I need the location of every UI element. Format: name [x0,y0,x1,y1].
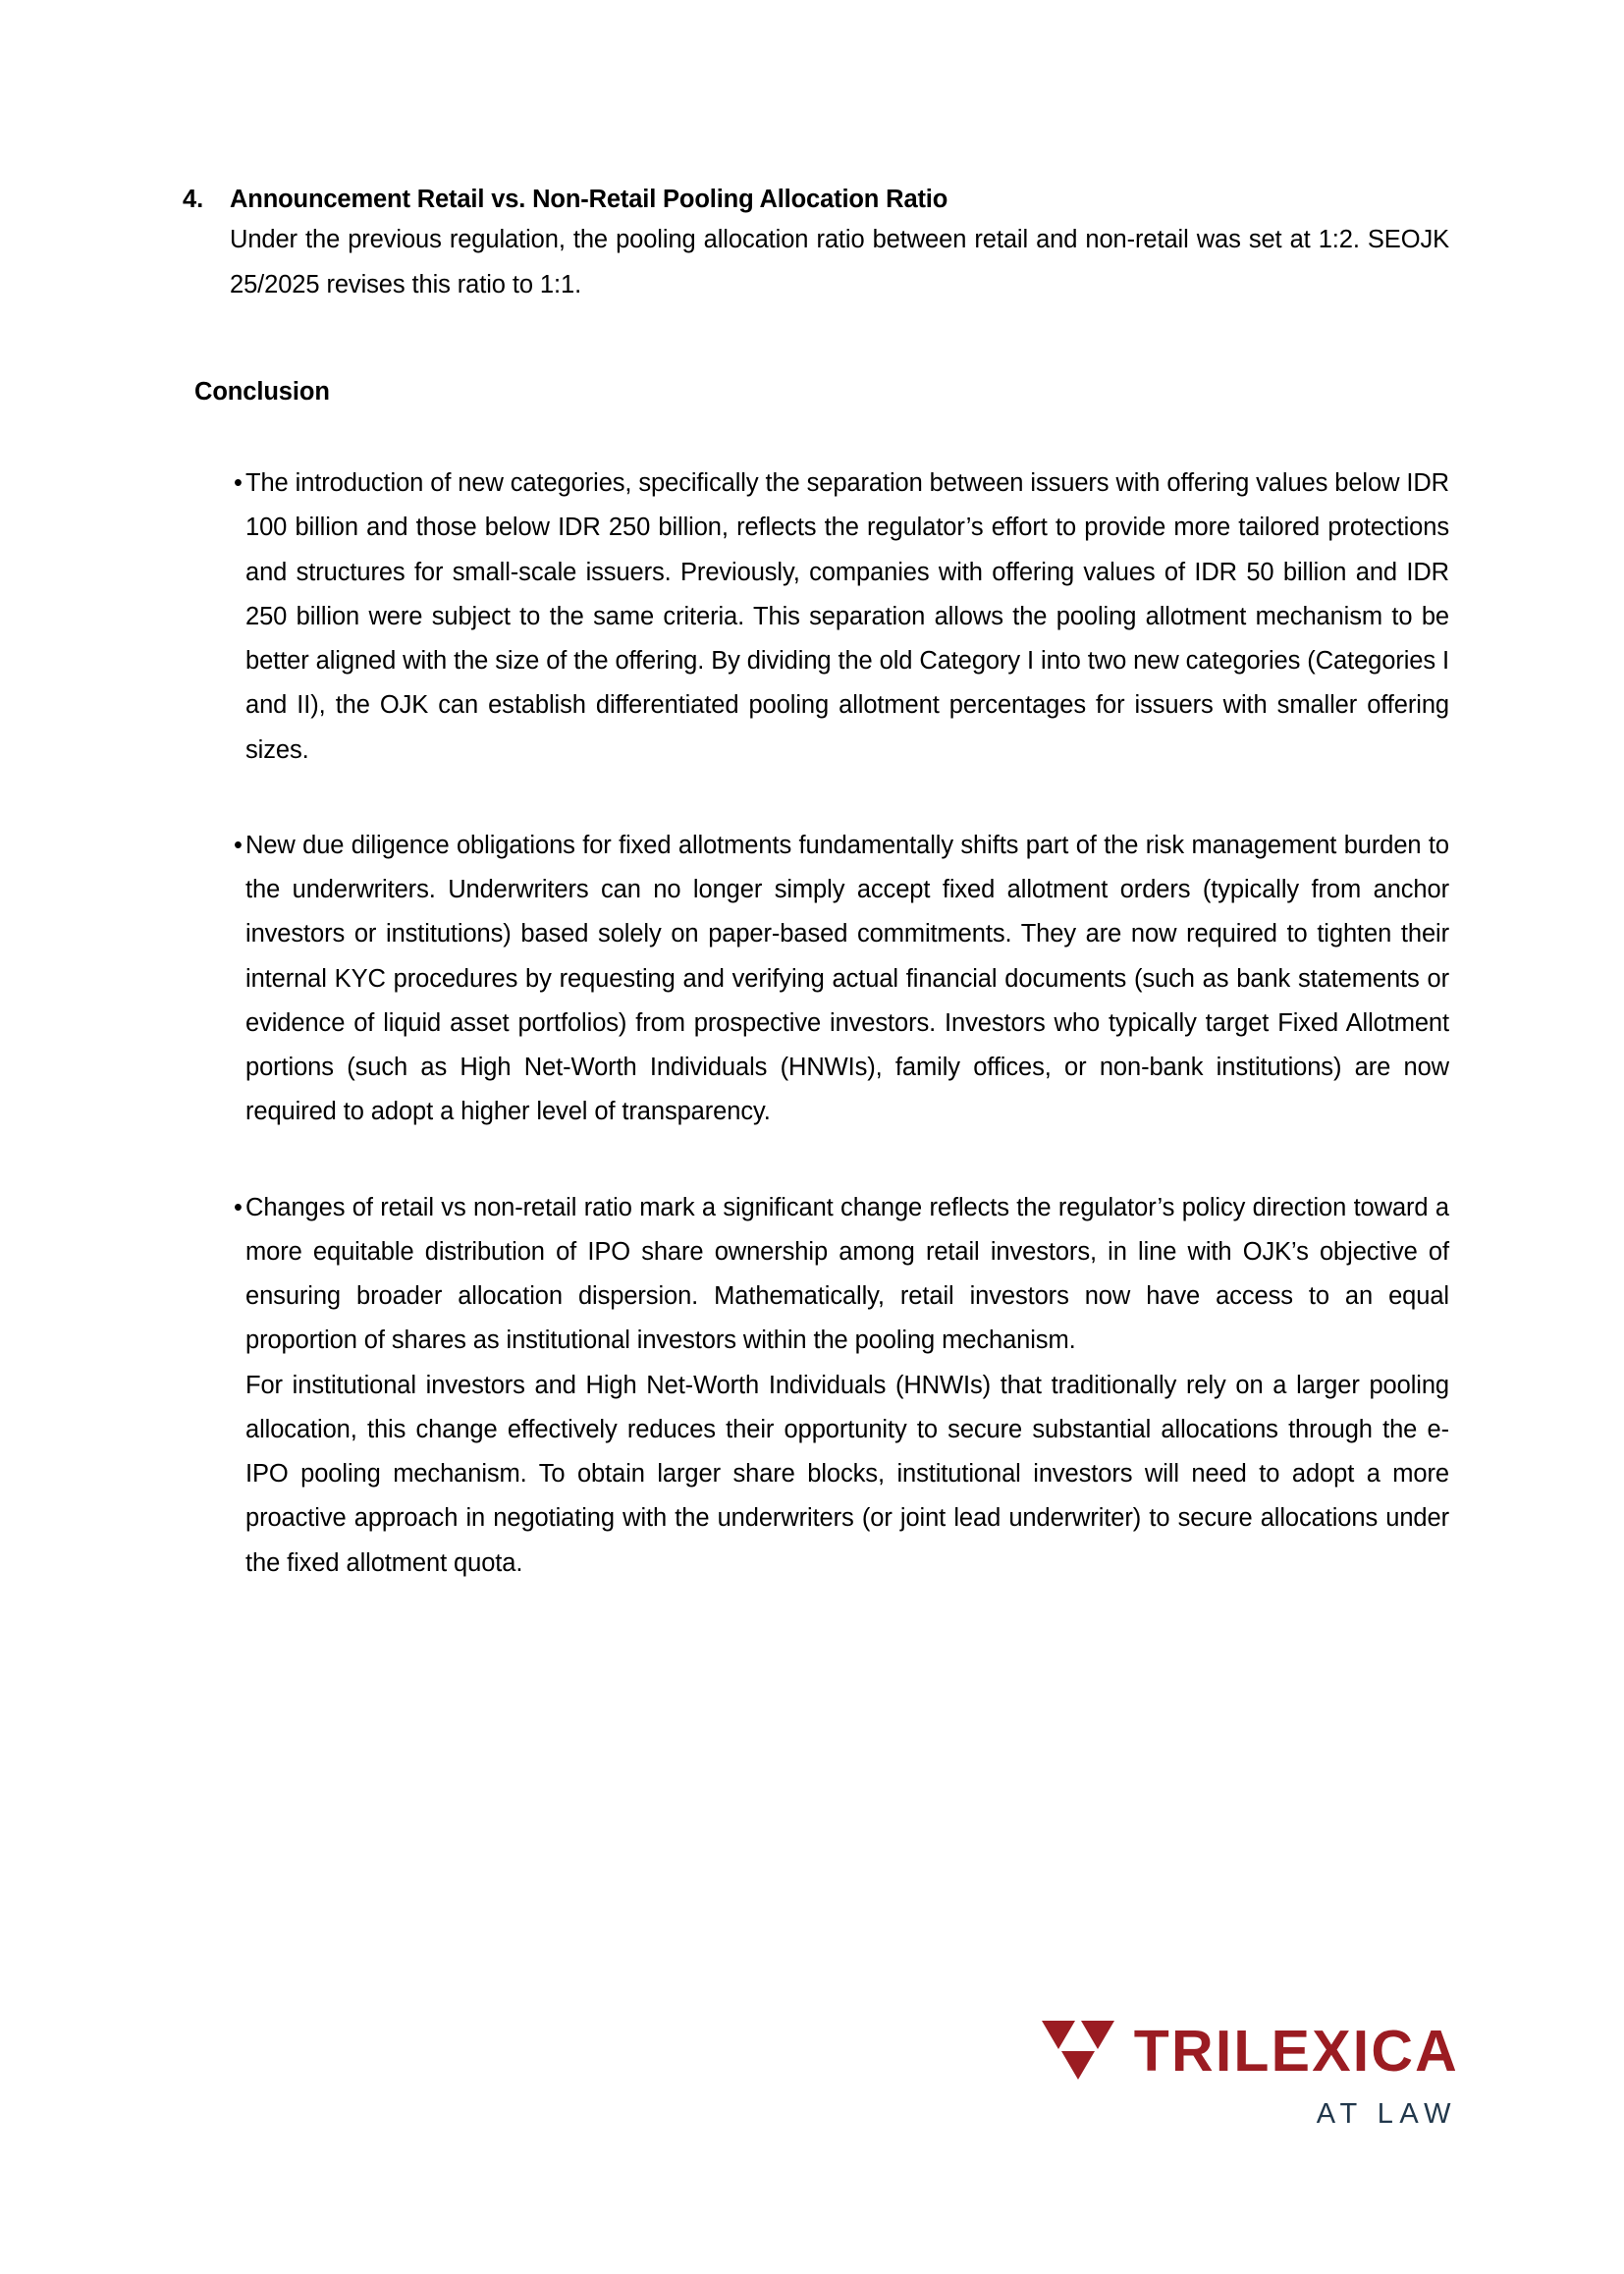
bullet-marker-icon: • [234,831,243,859]
logo-wordmark: TRILEXICA [1133,2018,1459,2084]
list-item [183,1186,1449,1586]
list-item-paragraph: The introduction of new categories, specifically the separation between issuers with offering values below IDR 100 billion and those below IDR 250 billion, reflects the regulator’s effort to provide more tailored protections and structures for small-scale issuers. Previously, companies with offering values of IDR 50 billion and IDR 250 billion were subject to the same criteria. This separation allows the pooling allotment mechanism to be better aligned with the size of the offering. By dividing the old Category I into two new categories (Categories I and II), the OJK can establish differentiated pooling allotment percentages for issuers with smaller offering sizes. [245,469,1449,764]
section-paragraph: Under the previous regulation, the pooling allocation ratio between retail and non-retail was set at 1:2. SEOJK 25/2025 revises this ratio to 1:1. [230,226,1449,298]
bullet-marker-icon: • [234,1193,243,1221]
conclusion-bullet-list [183,461,1449,1586]
logo-primary-row [1042,2019,1459,2084]
section-heading: Announcement Retail vs. Non-Retail Pooling Allocation Ratio [230,186,948,213]
list-item-body [245,824,1449,1135]
trilexica-triangles-icon [1042,2019,1118,2084]
company-logo [1042,2019,1459,2129]
conclusion-heading: Conclusion [194,377,330,406]
numbered-section-4 [183,182,1449,307]
list-item-body [245,461,1449,773]
logo-tagline: AT LAW [1316,2098,1457,2130]
document-content [183,182,1449,1586]
section-number: 4. [183,186,204,213]
list-item-paragraph: For institutional investors and High Net-Worth Individuals (HNWIs) that traditionally rely on a larger pooling allocation, this change effectively reduces their opportunity to secure substantial allocations through the e-IPO pooling mechanism. To obtain larger share blocks, institutional investors will need to adopt a more proactive approach in negotiating with the underwriters (or joint lead underwriter) to secure allocations under the fixed allotment quota. [245,1371,1449,1577]
list-item [183,461,1449,773]
bullet-marker-icon: • [234,469,243,498]
section-body [230,182,1449,307]
list-item-paragraph: New due diligence obligations for fixed allotments fundamentally shifts part of the risk management burden to the underwriters. Underwriters can no longer simply accept fixed allotment orders (typically from anchor investors or institutions) based solely on paper-based commitments. They are now required to tighten their internal KYC procedures by requesting and verifying actual financial documents (such as bank statements or evidence of liquid asset portfolios) from prospective investors. Investors who typically target Fixed Allotment portions (such as High Net-Worth Individuals (HNWIs), family offices, or non-bank institutions) are now required to adopt a higher level of transparency. [245,831,1449,1126]
list-item [183,824,1449,1135]
list-item-paragraph: Changes of retail vs non-retail ratio mark a significant change reflects the regulator’s policy direction toward a more equitable distribution of IPO share ownership among retail investors, in line with OJK’s objective of ensuring broader allocation dispersion. Mathematically, retail investors now have access to an equal proportion of shares as institutional investors within the pooling mechanism. [245,1193,1449,1355]
list-item-body [245,1186,1449,1586]
